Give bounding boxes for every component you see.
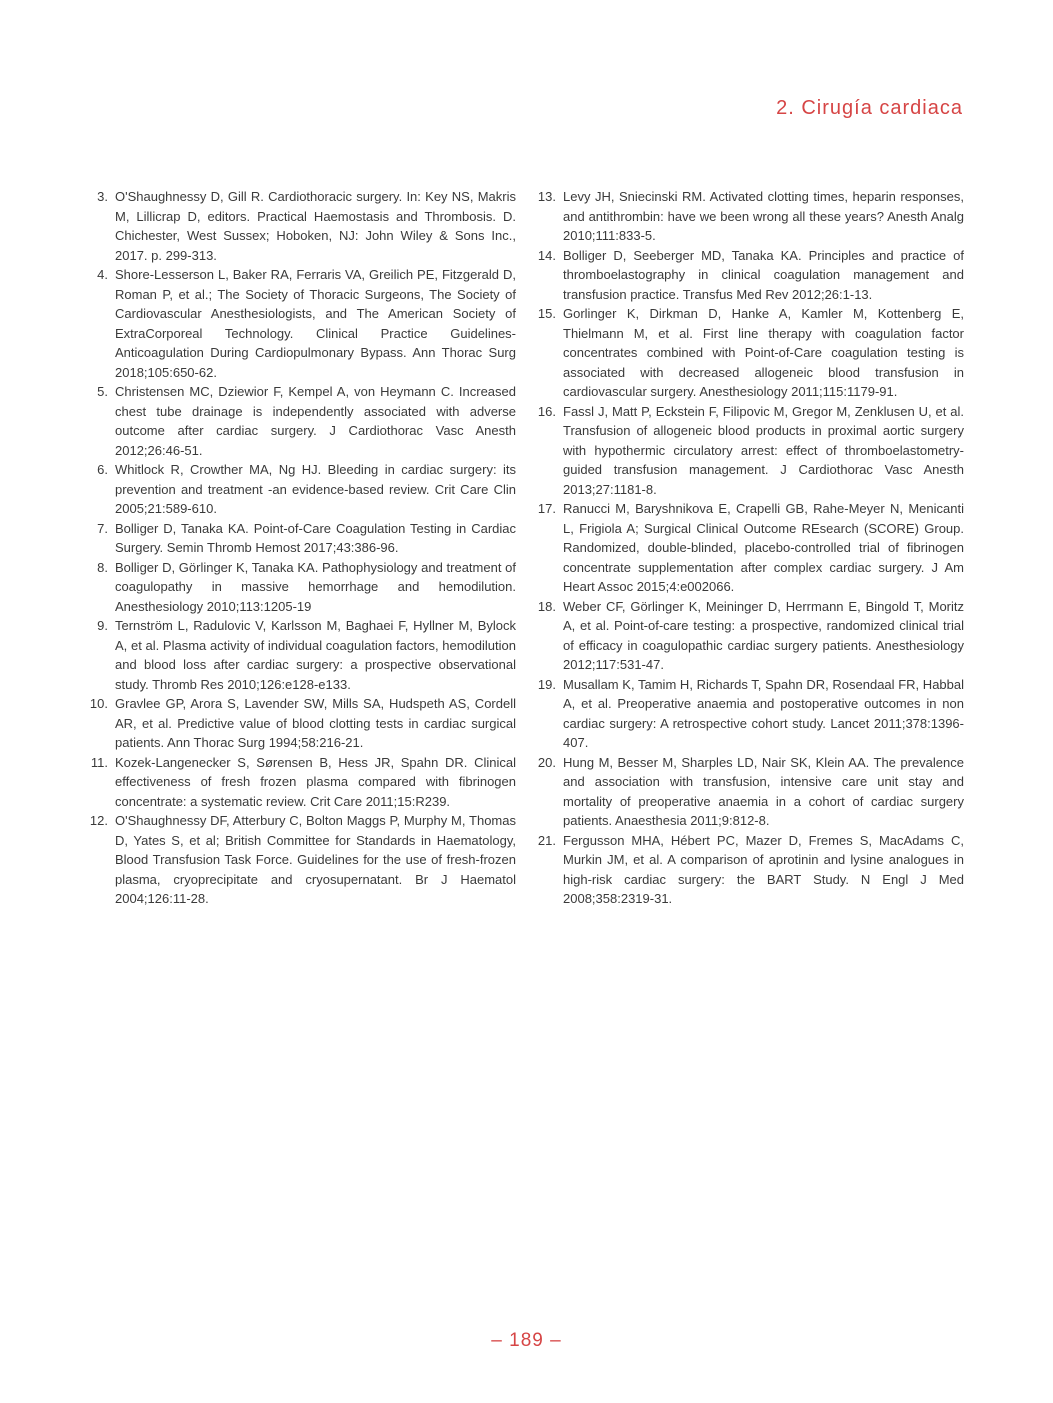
page-number: – 189 – (491, 1330, 562, 1351)
reference-item (536, 246, 964, 305)
reference-number: 16. (537, 403, 556, 419)
reference-number: 14. (537, 247, 556, 263)
reference-number: 20. (537, 754, 556, 770)
reference-item (536, 831, 964, 909)
reference-text: Whitlock R, Crowther MA, Ng HJ. Bleeding in cardiac surgery: its prevention and treatment -an evidence-based review. Crit Care Clin 2005;21:589-610. (115, 462, 516, 516)
reference-text: Levy JH, Sniecinski RM. Activated clotting times, heparin responses, and antithrombin: have we been wrong all these years? Anesth Analg 2010;111:833-5. (563, 189, 964, 243)
reference-text: Bolliger D, Tanaka KA. Point-of-Care Coagulation Testing in Cardiac Surgery. Semin Thromb Hemost 2017;43:386-96. (115, 520, 516, 555)
reference-text: Fassl J, Matt P, Eckstein F, Filipovic M, Gregor M, Zenklusen U, et al. Transfusion of allogeneic blood products in proximal aortic surgery with hypothermic circulatory arrest: effect of thromboelastometry-guided transfusion management. J Cardiothorac Vasc Anesth 2013;27:1181-8. (563, 403, 964, 497)
reference-number: 19. (537, 676, 556, 692)
reference-item (88, 460, 516, 519)
reference-number: 5. (97, 384, 108, 399)
reference-number: 10. (89, 696, 108, 711)
reference-item (88, 811, 516, 909)
reference-item (88, 694, 516, 753)
reference-item (88, 616, 516, 694)
reference-number: 6. (97, 462, 108, 477)
reference-column-right (536, 187, 964, 909)
reference-text: Fergusson MHA, Hébert PC, Mazer D, Fremes S, MacAdams C, Murkin JM, et al. A comparison of aprotinin and lysine analogues in high-risk cardiac surgery: the BART Study. N Engl J Med 2008;358:2319-31. (563, 832, 964, 906)
reference-number: 11. (90, 754, 108, 770)
reference-item (88, 382, 516, 460)
reference-number: 17. (537, 501, 556, 516)
reference-number: 15. (537, 306, 556, 321)
reference-text: Kozek-Langenecker S, Sørensen B, Hess JR, Spahn DR. Clinical effectiveness of fresh frozen plasma compared with fibrinogen concentrate: a systematic review. Crit Care 2011;15:R239. (115, 754, 516, 809)
reference-text: Christensen MC, Dziewior F, Kempel A, von Heymann C. Increased chest tube drainage is independently associated with adverse outcome after cardiac surgery. J Cardiothorac Vasc Anesth 2012;26:46-51. (115, 384, 516, 458)
reference-item (536, 304, 964, 402)
reference-item (88, 558, 516, 617)
reference-number: 4. (97, 267, 108, 282)
reference-item (88, 753, 516, 812)
reference-number: 9. (97, 618, 108, 633)
reference-text: O'Shaughnessy DF, Atterbury C, Bolton Maggs P, Murphy M, Thomas D, Yates S, et al; British Committee for Standards in Haematology, Blood Transfusion Task Force. Guidelines for the use of fresh-frozen plasma, cryoprecipitate and cryosupernatant. Br J Haematol 2004;126:11-28. (115, 813, 516, 906)
reference-item (88, 265, 516, 382)
reference-text: Gravlee GP, Arora S, Lavender SW, Mills SA, Hudspeth AS, Cordell AR, et al. Predictive value of blood clotting tests in cardiac surgical patients. Ann Thorac Surg 1994;58:216-21. (115, 696, 516, 750)
reference-text: Gorlinger K, Dirkman D, Hanke A, Kamler M, Kottenberg E, Thielmann M, et al. First line therapy with coagulation factor concentrates combined with Point-of-Care coagulation testing is associated with decreased allogeneic blood transfusion in cardiovascular surgery. Anesthesiology 2011;115:1179-91. (563, 306, 964, 399)
reference-item (536, 753, 964, 831)
reference-number: 12. (89, 813, 108, 828)
reference-number: 21. (537, 832, 556, 848)
reference-text: Ranucci M, Baryshnikova E, Crapelli GB, Rahe-Meyer N, Menicanti L, Frigiola A; Surgical Clinical Outcome REsearch (SCORE) Group. Randomized, double-blinded, placebo-controlled trial of fibrinogen concentrate supplementation after complex cardiac surgery. J Am Heart Assoc 2015;4:e002066. (563, 501, 964, 594)
reference-column-left (88, 187, 516, 909)
reference-item (536, 499, 964, 597)
reference-text: Shore-Lesserson L, Baker RA, Ferraris VA, Greilich PE, Fitzgerald D, Roman P, et al.; The Society of Thoracic Surgeons, The Society of Cardiovascular Anesthesiologists, and The American Society of ExtraCorporeal Technology. Clinical Practice Guidelines-Anticoagulation During Cardiopulmonary Bypass. Ann Thorac Surg 2018;105:650-62. (115, 267, 516, 380)
reference-item (88, 519, 516, 558)
reference-number: 7. (97, 520, 108, 536)
reference-item (536, 597, 964, 675)
reference-text: Musallam K, Tamim H, Richards T, Spahn DR, Rosendaal FR, Habbal A, et al. Preoperative anaemia and postoperative outcomes in non cardiac surgery: A retrospective cohort study. Lancet 2011;378:1396-407. (563, 676, 964, 750)
reference-text: Ternström L, Radulovic V, Karlsson M, Baghaei F, Hyllner M, Bylock A, et al. Plasma activity of individual coagulation factors, hemodilution and blood loss after cardiac surgery: a prospective observational study. Thromb Res 2010;126:e128-e133. (115, 618, 516, 692)
reference-number: 13. (537, 189, 556, 204)
reference-text: Weber CF, Görlinger K, Meininger D, Herrmann E, Bingold T, Moritz A, et al. Point-of-care testing: a prospective, randomized clinical trial of efficacy in coagulopathic cardiac surgery patients. Anesthesiology 2012;117:531-47. (563, 598, 964, 672)
reference-columns (88, 187, 964, 909)
reference-text: O'Shaughnessy D, Gill R. Cardiothoracic surgery. In: Key NS, Makris M, Lillicrap D, editors. Practical Haemostasis and Thrombosis. D. Chichester, West Sussex; Hoboken, NJ: John Wiley & Sons Inc., 2017. p. 299-313. (115, 189, 516, 263)
reference-number: 8. (97, 559, 108, 575)
reference-text: Bolliger D, Seeberger MD, Tanaka KA. Principles and practice of thromboelastography in clinical coagulation management and transfusion practice. Transfus Med Rev 2012;26:1-13. (563, 247, 964, 302)
reference-item (536, 402, 964, 500)
reference-text: Bolliger D, Görlinger K, Tanaka KA. Pathophysiology and treatment of coagulopathy in massive hemorrhage and hemodilution. Anesthesiology 2010;113:1205-19 (115, 559, 516, 614)
reference-text: Hung M, Besser M, Sharples LD, Nair SK, Klein AA. The prevalence and association with transfusion, intensive care unit stay and mortality of preoperative anaemia in a cohort of cardiac surgery patients. Anaesthesia 2011;9:812-8. (563, 754, 964, 828)
reference-item (536, 675, 964, 753)
reference-item (536, 187, 964, 246)
reference-item (88, 187, 516, 265)
reference-number: 3. (97, 189, 108, 204)
section-title: 2. Cirugía cardiaca (776, 97, 963, 119)
reference-number: 18. (537, 598, 556, 614)
